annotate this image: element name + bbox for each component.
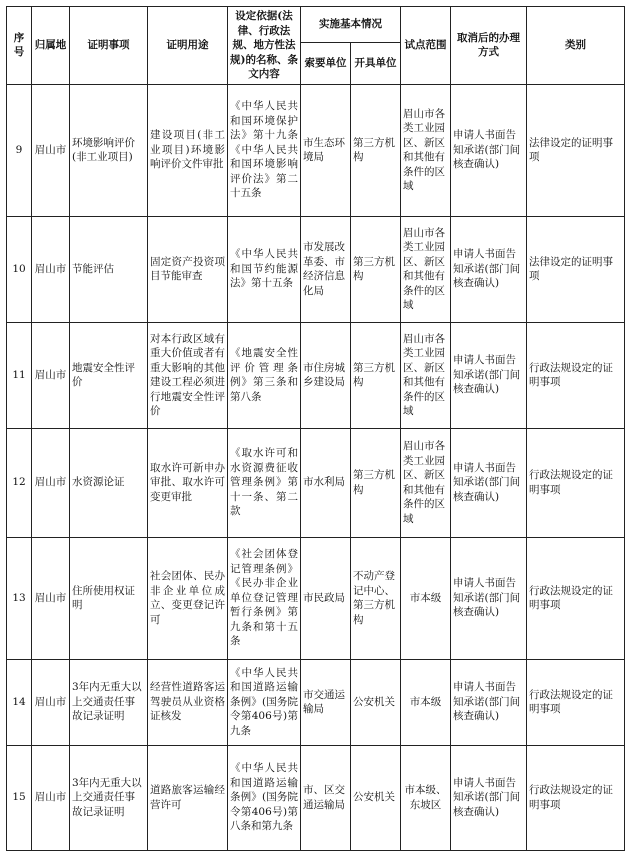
cell-item: 3年内无重大以上交通责任事故记录证明 [70, 659, 148, 745]
cell-basis: 《地震安全性评价管理条例》第三条和第八条 [228, 322, 301, 428]
cell-method: 申请人书面告知承诺(部门间核查确认) [451, 216, 527, 322]
cell-basis: 《中华人民共和国道路运输条例》(国务院令第406号)第九条 [228, 659, 301, 745]
table-row [7, 216, 625, 322]
cell-scope: 眉山市各类工业园区、新区和其他有条件的区域 [401, 84, 451, 216]
table-row [7, 659, 625, 745]
header-issuer: 开具单位 [351, 42, 401, 84]
cell-seq: 11 [7, 322, 32, 428]
cell-purpose: 取水许可新申办审批、取水许可变更审批 [148, 428, 228, 537]
table-row [7, 428, 625, 537]
header-requester: 索要单位 [301, 42, 351, 84]
cell-issuer: 第三方机构 [351, 428, 401, 537]
cell-seq: 12 [7, 428, 32, 537]
cell-region: 眉山市 [32, 745, 70, 850]
cell-region: 眉山市 [32, 322, 70, 428]
header-purpose: 证明用途 [148, 7, 228, 85]
cell-seq: 10 [7, 216, 32, 322]
cell-basis: 《取水许可和水资源费征收管理条例》第十一条、第二款 [228, 428, 301, 537]
cell-category: 行政法规设定的证明事项 [527, 322, 625, 428]
cell-requester: 市发展改革委、市经济信息化局 [301, 216, 351, 322]
table-row [7, 537, 625, 659]
cell-method: 申请人书面告知承诺(部门间核查确认) [451, 659, 527, 745]
cell-region: 眉山市 [32, 659, 70, 745]
cell-category: 法律设定的证明事项 [527, 216, 625, 322]
cell-requester: 市生态环境局 [301, 84, 351, 216]
cell-scope: 眉山市各类工业园区、新区和其他有条件的区域 [401, 428, 451, 537]
cell-purpose: 道路旅客运输经营许可 [148, 745, 228, 850]
cell-requester: 市民政局 [301, 537, 351, 659]
cell-method: 申请人书面告知承诺(部门间核查确认) [451, 537, 527, 659]
cell-issuer: 第三方机构 [351, 84, 401, 216]
cell-method: 申请人书面告知承诺(部门间核查确认) [451, 428, 527, 537]
cell-basis: 《社会团体登记管理条例》《民办非企业单位登记管理暂行条例》第九条和第十五条 [228, 537, 301, 659]
header-item: 证明事项 [70, 7, 148, 85]
cell-requester: 市、区交通运输局 [301, 745, 351, 850]
cell-scope: 眉山市各类工业园区、新区和其他有条件的区域 [401, 322, 451, 428]
cell-region: 眉山市 [32, 216, 70, 322]
header-seq: 序号 [7, 7, 32, 85]
table-row [7, 322, 625, 428]
header-basis: 设定依据(法律、行政法规、地方性法规)的名称、条文内容 [228, 7, 301, 85]
cell-item: 地震安全性评价 [70, 322, 148, 428]
cell-issuer: 第三方机构 [351, 216, 401, 322]
cell-category: 行政法规设定的证明事项 [527, 745, 625, 850]
cell-item: 环境影响评价(非工业项目) [70, 84, 148, 216]
cell-requester: 市交通运输局 [301, 659, 351, 745]
cell-category: 行政法规设定的证明事项 [527, 659, 625, 745]
cell-scope: 市本级 [401, 659, 451, 745]
cell-purpose: 经营性道路客运驾驶员从业资格证核发 [148, 659, 228, 745]
header-implementation: 实施基本情况 [301, 7, 401, 43]
cell-item: 住所使用权证明 [70, 537, 148, 659]
cell-category: 行政法规设定的证明事项 [527, 428, 625, 537]
cell-seq: 9 [7, 84, 32, 216]
cell-scope: 市本级、东坡区 [401, 745, 451, 850]
cell-purpose: 建设项目(非工业项目)环境影响评价文件审批 [148, 84, 228, 216]
header-category: 类别 [527, 7, 625, 85]
cell-purpose: 固定资产投资项目节能审查 [148, 216, 228, 322]
cell-category: 法律设定的证明事项 [527, 84, 625, 216]
cell-item: 水资源论证 [70, 428, 148, 537]
cell-method: 申请人书面告知承诺(部门间核查确认) [451, 745, 527, 850]
cell-method: 申请人书面告知承诺(部门间核查确认) [451, 322, 527, 428]
cell-basis: 《中华人民共和国环境保护法》第十九条《中华人民共和国环境影响评价法》第二十五条 [228, 84, 301, 216]
cell-purpose: 对本行政区域有重大价值或者有重大影响的其他建设工程必须进行地震安全性评价 [148, 322, 228, 428]
cell-basis: 《中华人民共和国道路运输条例》(国务院令第406号)第八条和第九条 [228, 745, 301, 850]
header-row [7, 7, 625, 43]
certificate-items-table [6, 6, 625, 851]
cell-region: 眉山市 [32, 84, 70, 216]
cell-item: 3年内无重大以上交通责任事故记录证明 [70, 745, 148, 850]
cell-purpose: 社会团体、民办非企业单位成立、变更登记许可 [148, 537, 228, 659]
cell-seq: 15 [7, 745, 32, 850]
cell-seq: 13 [7, 537, 32, 659]
document-page [6, 6, 625, 851]
cell-category: 行政法规设定的证明事项 [527, 537, 625, 659]
header-region: 归属地 [32, 7, 70, 85]
cell-seq: 14 [7, 659, 32, 745]
cell-item: 节能评估 [70, 216, 148, 322]
table-row [7, 745, 625, 850]
table-row [7, 84, 625, 216]
cell-region: 眉山市 [32, 428, 70, 537]
header-method: 取消后的办理方式 [451, 7, 527, 85]
cell-requester: 市住房城乡建设局 [301, 322, 351, 428]
cell-issuer: 不动产登记中心、第三方机构 [351, 537, 401, 659]
cell-requester: 市水利局 [301, 428, 351, 537]
cell-region: 眉山市 [32, 537, 70, 659]
cell-scope: 市本级 [401, 537, 451, 659]
cell-method: 申请人书面告知承诺(部门间核查确认) [451, 84, 527, 216]
header-scope: 试点范围 [401, 7, 451, 85]
cell-issuer: 公安机关 [351, 659, 401, 745]
cell-issuer: 第三方机构 [351, 322, 401, 428]
cell-issuer: 公安机关 [351, 745, 401, 850]
cell-scope: 眉山市各类工业园区、新区和其他有条件的区域 [401, 216, 451, 322]
cell-basis: 《中华人民共和国节约能源法》第十五条 [228, 216, 301, 322]
